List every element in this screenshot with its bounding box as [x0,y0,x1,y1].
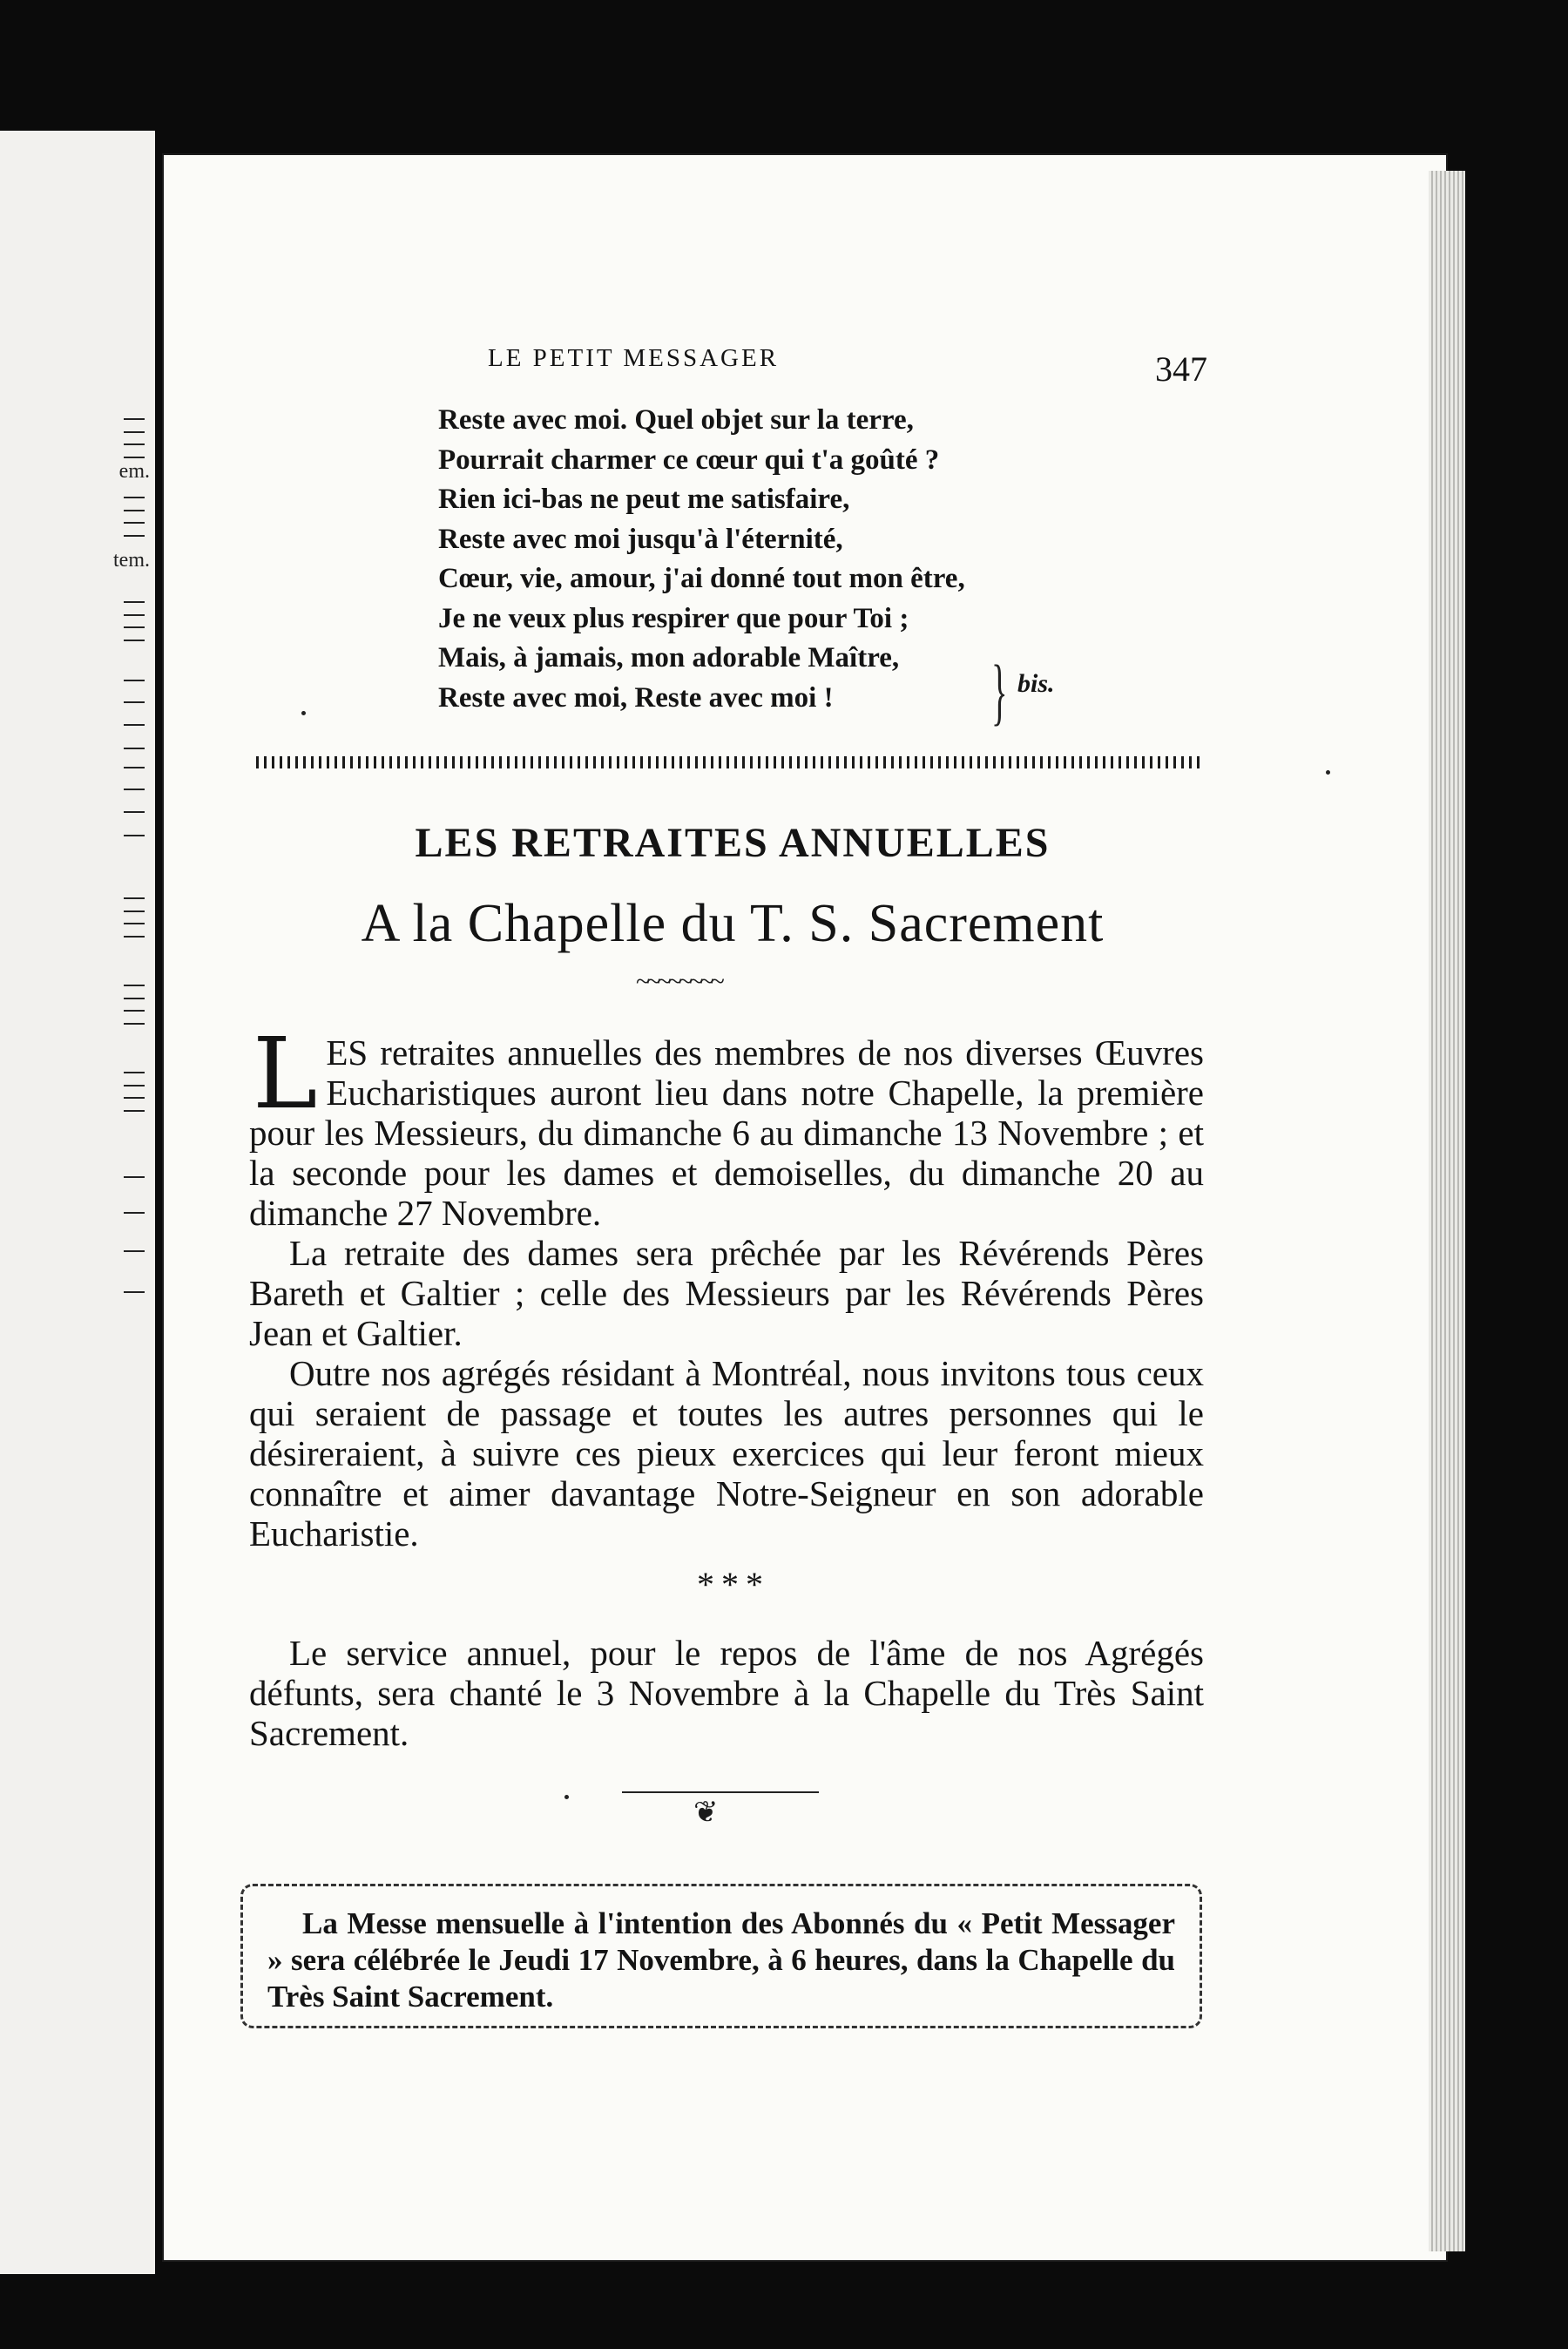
poem-line: Reste avec moi, Reste avec moi ! [438,681,834,714]
page-number: 347 [1155,349,1207,389]
music-staff [124,418,145,458]
asterism: * * * [697,1565,764,1604]
facing-page-fragment: tem. [113,549,150,572]
music-staff [124,601,145,641]
notice-text: La Messe mensuelle à l'intention des Abonnés du « Petit Messager » sera célébrée le Jeudi 17 Novembre, à 6 heures, dans la Chapelle du Très Saint Sacrement. [267,1906,1175,2014]
poem-line: Cœur, vie, amour, j'ai donné tout mon être, [438,563,965,594]
paragraph: La retraite des dames sera prêchée par les Révérends Pères Bareth et Galtier ; celle des Messieurs par les Révérends Pères Jean et Galtier. [249,1233,1204,1353]
paragraph: Le service annuel, pour le repos de l'âme de nos Agrégés défunts, sera chanté le 3 Novembre à la Chapelle du Très Saint Sacrement. [249,1633,1204,1753]
poem-line: Je ne veux plus respirer que pour Toi ; [438,602,909,634]
article-title: LES RETRAITES ANNUELLES [415,820,1051,866]
notice-box [240,1884,1202,2028]
music-staff [124,767,145,836]
music-staff [124,985,145,1025]
poem-line: Pourrait charmer ce cœur qui t'a goûté ? [438,443,940,476]
ornament-rule [622,1791,819,1793]
article-subtitle: A la Chapelle du T. S. Sacrement [361,894,1105,953]
poem-line: Rien ici-bas ne peut me satisfaire, [438,484,850,515]
facing-page-fragment: em. [118,460,150,483]
music-staff [124,1176,145,1293]
poem-line: Reste avec moi jusqu'à l'éternité, [438,523,843,555]
poem-line: Mais, à jamais, mon adorable Maître, [438,642,900,674]
music-staff [124,497,145,537]
repeat-mark: bis. [1017,669,1055,698]
poem-line: Reste avec moi. Quel objet sur la terre, [438,404,914,436]
repeat-brace: } [991,649,1008,733]
speck [564,1795,569,1799]
drop-cap: L [253,1018,318,1131]
ornament-fleuron: ❦ [693,1797,719,1829]
section-divider [256,756,1204,768]
paragraph: Outre nos agrégés résidant à Montréal, nous invitons tous ceux qui seraient de passage et toutes les autres personnes qui le désireraient, à suivre ces pieux exercices qui leur feront mieux connaître et aimer davantage Notre-Seigneur en son adorable Eucharistie. [249,1353,1204,1554]
paragraph: ES retraites annuelles des membres de nos diverses Œuvres Eucharistiques auront lieu dans notre Chapelle, la première pour les Messieurs, du dimanche 6 au dimanche 13 Novembre ; et la seconde pour les dames et demoiselles, du dimanche 20 au dimanche 27 Novembre. [249,1032,1204,1233]
article-body-2 [249,1633,1204,1753]
music-staff [124,1072,145,1112]
music-staff [124,680,145,749]
speck [1326,770,1330,775]
ornament-flourish: ~~~~~~~~ [636,967,721,996]
article-body [249,1018,1204,1554]
speck [301,711,306,715]
facing-page [0,131,155,2274]
music-staff [124,897,145,938]
page-edges [1429,171,1465,2251]
running-title: LE PETIT MESSAGER [488,344,780,372]
